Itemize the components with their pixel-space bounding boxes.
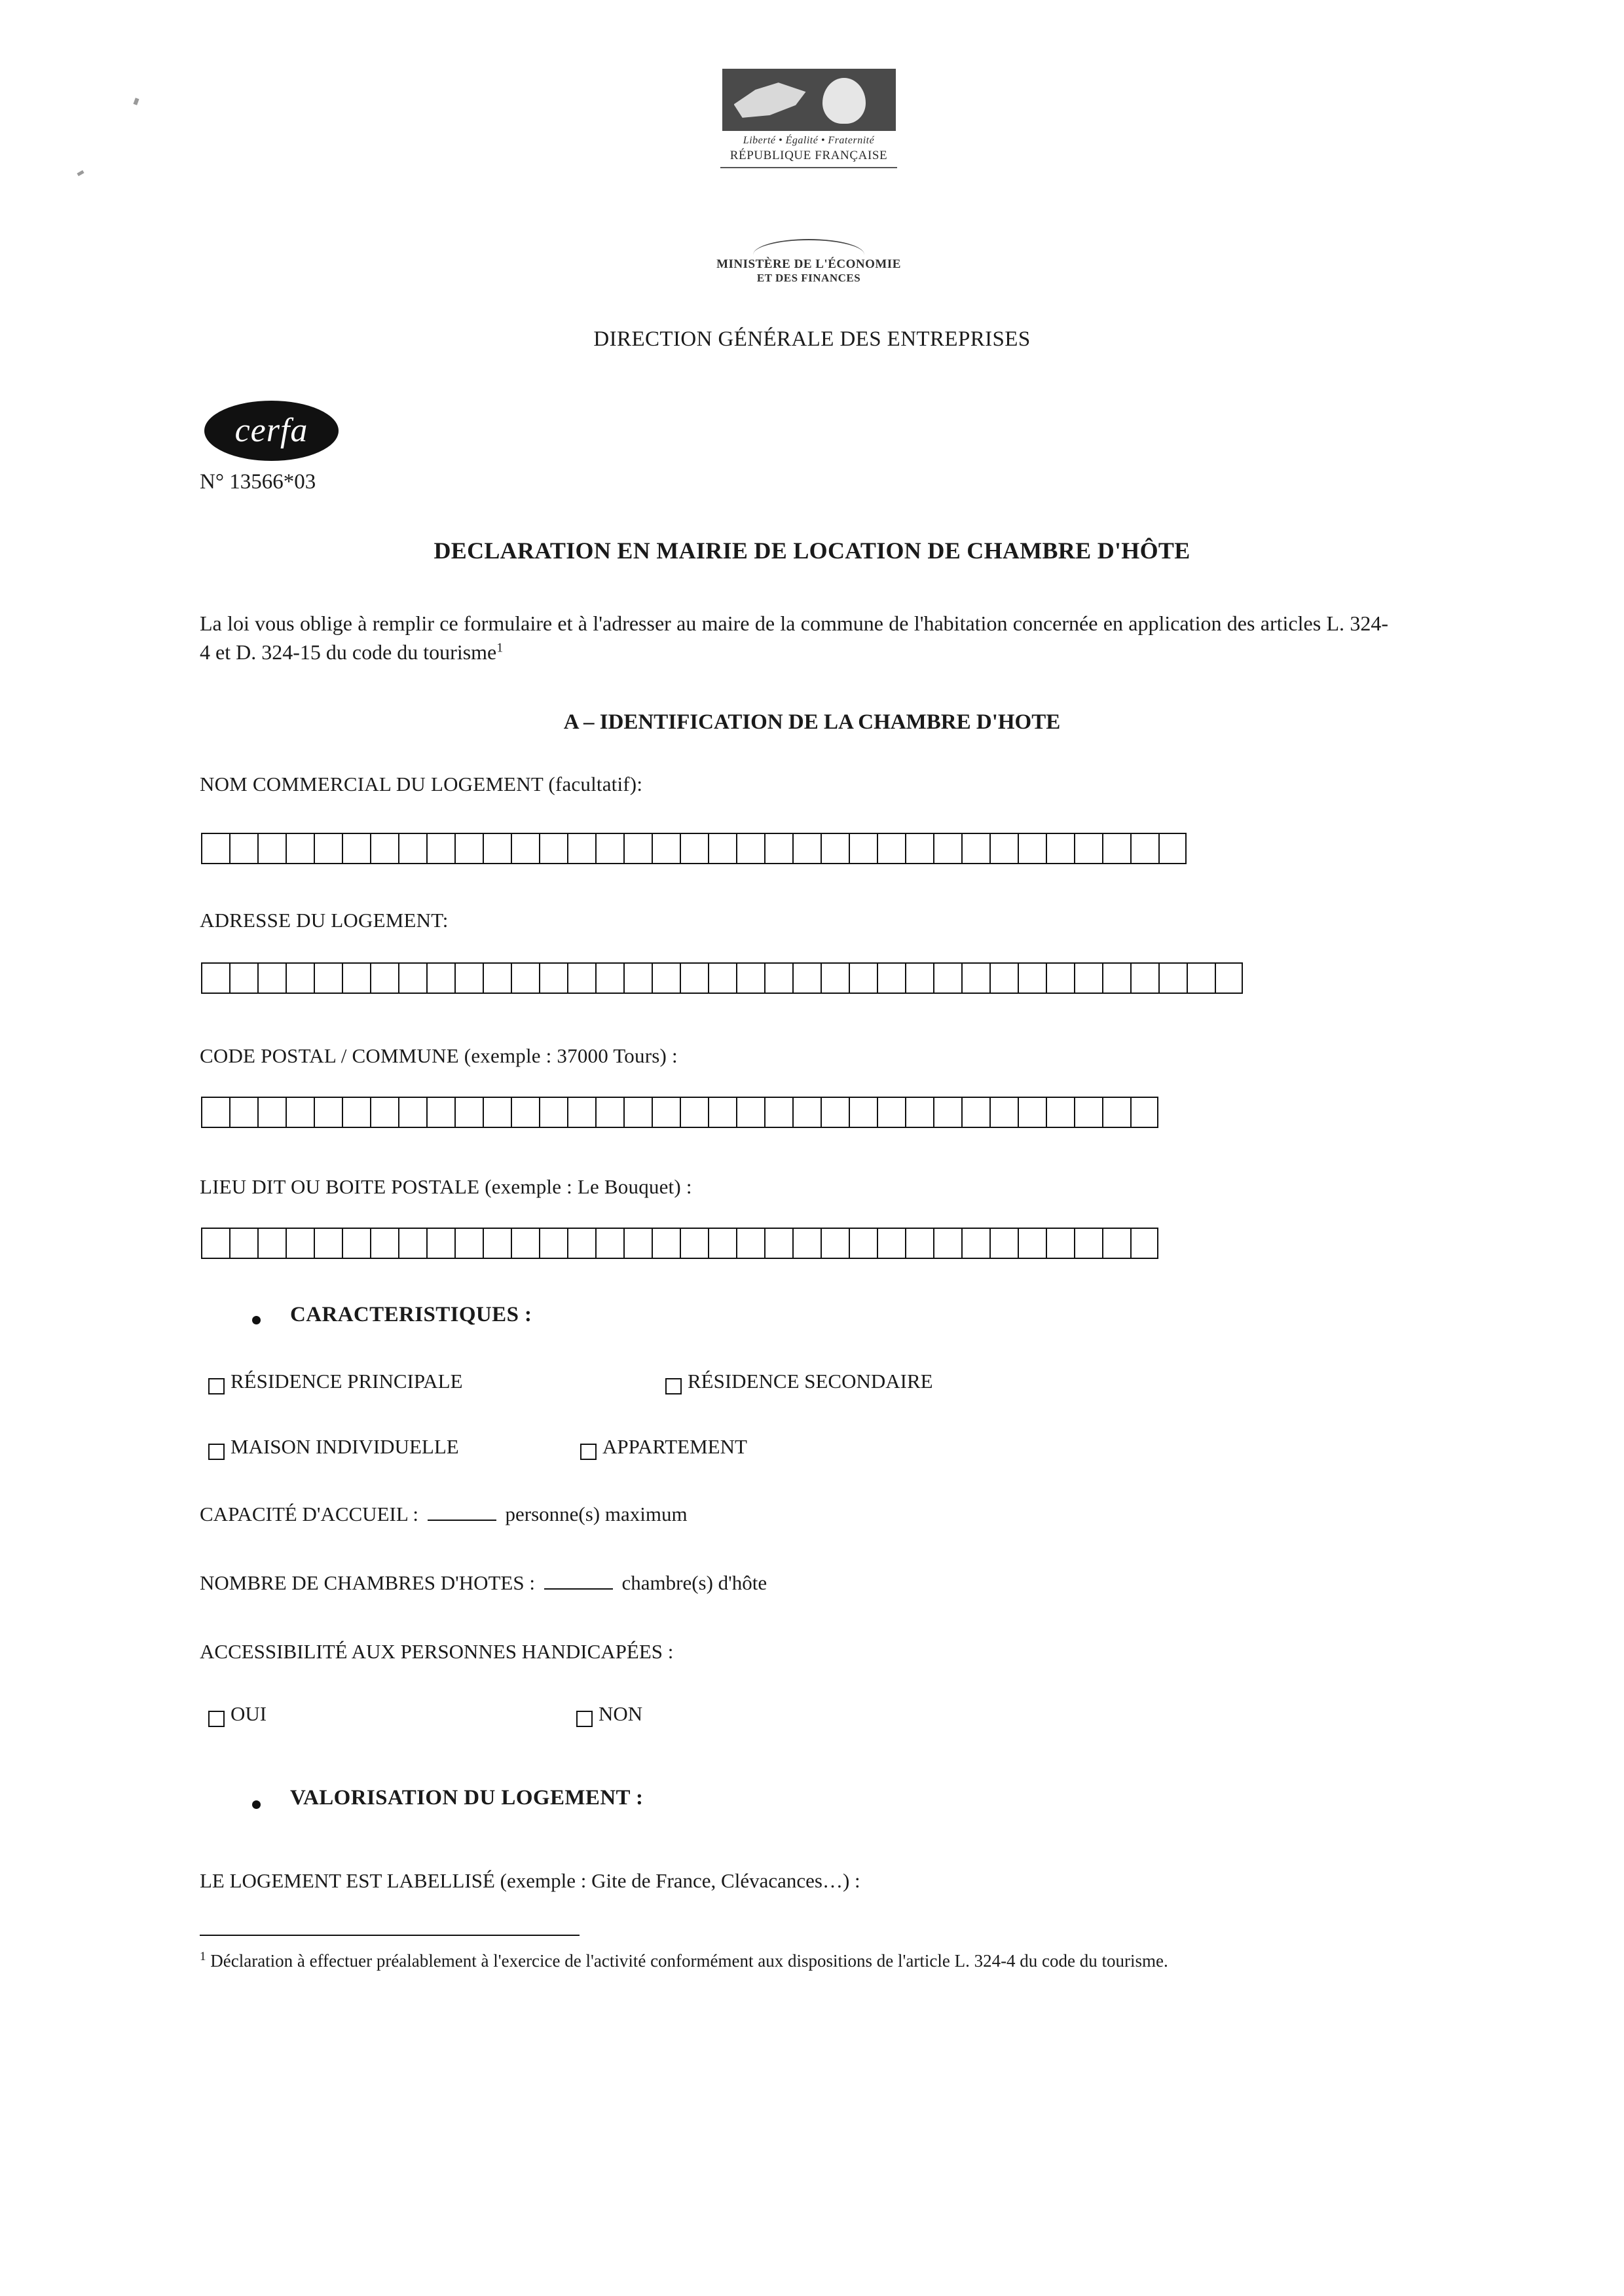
char-cell[interactable] bbox=[229, 962, 257, 994]
char-cell[interactable] bbox=[229, 1097, 257, 1128]
char-cell[interactable] bbox=[257, 1097, 286, 1128]
char-cell[interactable] bbox=[286, 1097, 314, 1128]
republic-label: RÉPUBLIQUE FRANÇAISE bbox=[729, 149, 888, 162]
char-cell[interactable] bbox=[652, 1228, 680, 1259]
line-nombre-chambres bbox=[200, 1571, 767, 1595]
char-cell[interactable] bbox=[1187, 962, 1215, 994]
char-cell[interactable] bbox=[370, 1097, 398, 1128]
char-cell[interactable] bbox=[286, 1228, 314, 1259]
char-cell[interactable] bbox=[877, 1097, 905, 1128]
label-adresse: ADRESSE DU LOGEMENT: bbox=[200, 909, 449, 932]
char-cell[interactable] bbox=[595, 833, 623, 864]
scan-artifact bbox=[133, 98, 139, 105]
input-lieu-dit[interactable] bbox=[201, 1228, 1158, 1259]
char-cell[interactable] bbox=[849, 833, 877, 864]
char-cell[interactable] bbox=[1102, 833, 1130, 864]
char-cell[interactable] bbox=[736, 962, 764, 994]
char-cell[interactable] bbox=[201, 962, 229, 994]
char-cell[interactable] bbox=[483, 962, 511, 994]
label-accessibilite-oui: OUI bbox=[231, 1702, 267, 1725]
intro-footnote-marker: 1 bbox=[496, 640, 504, 655]
char-cell[interactable] bbox=[821, 1228, 849, 1259]
scan-artifact bbox=[77, 170, 84, 176]
char-cell[interactable] bbox=[595, 1097, 623, 1128]
char-cell[interactable] bbox=[821, 1097, 849, 1128]
char-cell[interactable] bbox=[1074, 962, 1102, 994]
label-residence-principale: RÉSIDENCE PRINCIPALE bbox=[231, 1370, 463, 1393]
char-cell[interactable] bbox=[905, 1228, 933, 1259]
char-cell[interactable] bbox=[342, 1228, 370, 1259]
char-cell[interactable] bbox=[764, 833, 792, 864]
cerfa-logo: cerfa bbox=[204, 401, 339, 461]
char-cell[interactable] bbox=[1102, 962, 1130, 994]
label-capacite: CAPACITÉ D'ACCUEIL : bbox=[200, 1503, 418, 1525]
char-cell[interactable] bbox=[708, 962, 736, 994]
checkbox-maison-individuelle[interactable] bbox=[208, 1444, 225, 1460]
footnote-divider bbox=[200, 1935, 580, 1936]
char-cell[interactable] bbox=[1102, 1228, 1130, 1259]
emblem-motto: Liberté • Égalité • Fraternité bbox=[743, 135, 875, 146]
char-cell[interactable] bbox=[454, 1228, 483, 1259]
char-cell[interactable] bbox=[511, 962, 539, 994]
input-nom-commercial[interactable] bbox=[201, 833, 1187, 864]
char-cell[interactable] bbox=[764, 1097, 792, 1128]
suffix-capacite: personne(s) maximum bbox=[505, 1503, 688, 1525]
label-lieu-dit: LIEU DIT OU BOITE POSTALE (exemple : Le Bouquet) : bbox=[200, 1175, 692, 1198]
label-nom-commercial: NOM COMMERCIAL DU LOGEMENT (facultatif): bbox=[200, 773, 643, 795]
cerfa-number: N° 13566*03 bbox=[200, 470, 316, 494]
char-cell[interactable] bbox=[623, 962, 652, 994]
char-cell[interactable] bbox=[849, 1228, 877, 1259]
char-cell[interactable] bbox=[680, 1228, 708, 1259]
label-accessibilite: ACCESSIBILITÉ AUX PERSONNES HANDICAPÉES : bbox=[200, 1640, 674, 1663]
char-cell[interactable] bbox=[314, 833, 342, 864]
marianne-icon bbox=[722, 69, 896, 131]
footnote-marker: 1 bbox=[200, 1950, 206, 1963]
intro-text: La loi vous oblige à remplir ce formulaire et à l'adresser au maire de la commune de l'habitation concernée en application des articles L. 324-4 et D. 324-15 du code du tourisme bbox=[200, 611, 1388, 665]
heading-valorisation: VALORISATION DU LOGEMENT : bbox=[290, 1786, 644, 1810]
char-cell[interactable] bbox=[398, 1228, 426, 1259]
char-cell[interactable] bbox=[736, 1097, 764, 1128]
char-cell[interactable] bbox=[539, 1228, 567, 1259]
char-cell[interactable] bbox=[398, 1097, 426, 1128]
char-cell[interactable] bbox=[314, 1097, 342, 1128]
char-cell[interactable] bbox=[1046, 833, 1074, 864]
char-cell[interactable] bbox=[623, 1097, 652, 1128]
char-cell[interactable] bbox=[511, 1097, 539, 1128]
char-cell[interactable] bbox=[877, 1228, 905, 1259]
line-capacite bbox=[200, 1503, 688, 1526]
char-cell[interactable] bbox=[905, 833, 933, 864]
checkbox-accessibilite-non[interactable] bbox=[576, 1711, 593, 1727]
label-nombre-chambres: NOMBRE DE CHAMBRES D'HOTES : bbox=[200, 1571, 535, 1594]
char-cell[interactable] bbox=[1102, 1097, 1130, 1128]
char-cell[interactable] bbox=[1046, 1228, 1074, 1259]
char-cell[interactable] bbox=[989, 1228, 1018, 1259]
char-cell[interactable] bbox=[567, 962, 595, 994]
char-cell[interactable] bbox=[342, 962, 370, 994]
label-logement-labellise: LE LOGEMENT EST LABELLISÉ (exemple : Gite de France, Clévacances…) : bbox=[200, 1869, 860, 1892]
char-cell[interactable] bbox=[454, 833, 483, 864]
char-cell[interactable] bbox=[370, 962, 398, 994]
char-cell[interactable] bbox=[652, 1097, 680, 1128]
char-cell[interactable] bbox=[652, 833, 680, 864]
heading-caracteristiques: CARACTERISTIQUES : bbox=[290, 1303, 532, 1326]
char-cell[interactable] bbox=[286, 962, 314, 994]
char-cell[interactable] bbox=[1018, 1228, 1046, 1259]
char-cell[interactable] bbox=[933, 833, 961, 864]
char-cell[interactable] bbox=[595, 1228, 623, 1259]
checkbox-residence-principale[interactable] bbox=[208, 1378, 225, 1394]
char-cell[interactable] bbox=[426, 833, 454, 864]
char-cell[interactable] bbox=[961, 962, 989, 994]
char-cell[interactable] bbox=[849, 962, 877, 994]
char-cell[interactable] bbox=[792, 1228, 821, 1259]
char-cell[interactable] bbox=[454, 1097, 483, 1128]
char-cell[interactable] bbox=[201, 1097, 229, 1128]
char-cell[interactable] bbox=[764, 962, 792, 994]
char-cell[interactable] bbox=[1018, 962, 1046, 994]
input-adresse[interactable] bbox=[201, 962, 1243, 994]
char-cell[interactable] bbox=[1130, 962, 1158, 994]
char-cell[interactable] bbox=[483, 1228, 511, 1259]
char-cell[interactable] bbox=[539, 833, 567, 864]
char-cell[interactable] bbox=[342, 833, 370, 864]
label-accessibilite-non: NON bbox=[599, 1702, 643, 1725]
char-cell[interactable] bbox=[257, 833, 286, 864]
char-cell[interactable] bbox=[680, 1097, 708, 1128]
checkbox-residence-secondaire[interactable] bbox=[665, 1378, 682, 1394]
char-cell[interactable] bbox=[680, 833, 708, 864]
char-cell[interactable] bbox=[989, 1097, 1018, 1128]
char-cell[interactable] bbox=[792, 962, 821, 994]
char-cell[interactable] bbox=[1074, 1228, 1102, 1259]
bullet-icon bbox=[252, 1316, 261, 1324]
char-cell[interactable] bbox=[398, 833, 426, 864]
char-cell[interactable] bbox=[229, 833, 257, 864]
char-cell[interactable] bbox=[821, 962, 849, 994]
char-cell[interactable] bbox=[426, 1228, 454, 1259]
ministry-arc-icon bbox=[753, 239, 864, 255]
footnote bbox=[200, 1948, 1388, 1974]
footnote-text: Déclaration à effectuer préalablement à l'exercice de l'activité conformément aux dispositions de l'article L. 324-4 du code du tourisme. bbox=[206, 1951, 1168, 1971]
char-cell[interactable] bbox=[1046, 962, 1074, 994]
char-cell[interactable] bbox=[933, 962, 961, 994]
char-cell[interactable] bbox=[989, 962, 1018, 994]
char-cell[interactable] bbox=[201, 833, 229, 864]
char-cell[interactable] bbox=[792, 833, 821, 864]
char-cell[interactable] bbox=[1130, 1228, 1158, 1259]
input-capacite[interactable] bbox=[428, 1505, 496, 1521]
char-cell[interactable] bbox=[736, 1228, 764, 1259]
char-cell[interactable] bbox=[708, 1097, 736, 1128]
char-cell[interactable] bbox=[877, 833, 905, 864]
republic-emblem bbox=[710, 69, 907, 168]
char-cell[interactable] bbox=[905, 1097, 933, 1128]
char-cell[interactable] bbox=[314, 1228, 342, 1259]
char-cell[interactable] bbox=[314, 962, 342, 994]
checkbox-accessibilite-oui[interactable] bbox=[208, 1711, 225, 1727]
char-cell[interactable] bbox=[539, 1097, 567, 1128]
direction-heading: DIRECTION GÉNÉRALE DES ENTREPRISES bbox=[593, 327, 1031, 351]
char-cell[interactable] bbox=[229, 1228, 257, 1259]
char-cell[interactable] bbox=[1046, 1097, 1074, 1128]
ministry-line-2: ET DES FINANCES bbox=[756, 272, 861, 284]
emblem-divider bbox=[720, 167, 897, 168]
char-cell[interactable] bbox=[257, 962, 286, 994]
char-cell[interactable] bbox=[286, 833, 314, 864]
char-cell[interactable] bbox=[1130, 1097, 1158, 1128]
char-cell[interactable] bbox=[1074, 1097, 1102, 1128]
char-cell[interactable] bbox=[398, 962, 426, 994]
char-cell[interactable] bbox=[201, 1228, 229, 1259]
char-cell[interactable] bbox=[849, 1097, 877, 1128]
char-cell[interactable] bbox=[595, 962, 623, 994]
char-cell[interactable] bbox=[877, 962, 905, 994]
char-cell[interactable] bbox=[708, 833, 736, 864]
label-code-postal: CODE POSTAL / COMMUNE (exemple : 37000 Tours) : bbox=[200, 1044, 678, 1067]
page-title: DECLARATION EN MAIRIE DE LOCATION DE CHAMBRE D'HÔTE bbox=[434, 538, 1190, 564]
bullet-icon bbox=[252, 1800, 261, 1809]
input-code-postal[interactable] bbox=[201, 1097, 1158, 1128]
char-cell[interactable] bbox=[933, 1097, 961, 1128]
label-maison-individuelle: MAISON INDIVIDUELLE bbox=[231, 1435, 459, 1458]
label-appartement: APPARTEMENT bbox=[602, 1435, 747, 1458]
char-cell[interactable] bbox=[1130, 833, 1158, 864]
checkbox-appartement[interactable] bbox=[580, 1444, 597, 1460]
char-cell[interactable] bbox=[623, 1228, 652, 1259]
char-cell[interactable] bbox=[483, 1097, 511, 1128]
char-cell[interactable] bbox=[454, 962, 483, 994]
char-cell[interactable] bbox=[961, 1097, 989, 1128]
char-cell[interactable] bbox=[933, 1228, 961, 1259]
ministry-block bbox=[668, 239, 950, 285]
char-cell[interactable] bbox=[1018, 1097, 1046, 1128]
char-cell[interactable] bbox=[567, 833, 595, 864]
suffix-nombre-chambres: chambre(s) d'hôte bbox=[621, 1571, 767, 1594]
char-cell[interactable] bbox=[708, 1228, 736, 1259]
char-cell[interactable] bbox=[257, 1228, 286, 1259]
char-cell[interactable] bbox=[1215, 962, 1243, 994]
char-cell[interactable] bbox=[426, 962, 454, 994]
char-cell[interactable] bbox=[1158, 962, 1187, 994]
input-nombre-chambres[interactable] bbox=[544, 1574, 613, 1590]
char-cell[interactable] bbox=[736, 833, 764, 864]
char-cell[interactable] bbox=[961, 833, 989, 864]
char-cell[interactable] bbox=[483, 833, 511, 864]
char-cell[interactable] bbox=[1074, 833, 1102, 864]
char-cell[interactable] bbox=[1018, 833, 1046, 864]
char-cell[interactable] bbox=[567, 1097, 595, 1128]
char-cell[interactable] bbox=[764, 1228, 792, 1259]
char-cell[interactable] bbox=[623, 833, 652, 864]
char-cell[interactable] bbox=[652, 962, 680, 994]
char-cell[interactable] bbox=[989, 833, 1018, 864]
char-cell[interactable] bbox=[905, 962, 933, 994]
char-cell[interactable] bbox=[370, 1228, 398, 1259]
char-cell[interactable] bbox=[426, 1097, 454, 1128]
char-cell[interactable] bbox=[821, 833, 849, 864]
char-cell[interactable] bbox=[792, 1097, 821, 1128]
char-cell[interactable] bbox=[1158, 833, 1187, 864]
intro-paragraph bbox=[200, 609, 1388, 666]
char-cell[interactable] bbox=[567, 1228, 595, 1259]
label-residence-secondaire: RÉSIDENCE SECONDAIRE bbox=[688, 1370, 933, 1393]
char-cell[interactable] bbox=[539, 962, 567, 994]
char-cell[interactable] bbox=[370, 833, 398, 864]
char-cell[interactable] bbox=[342, 1097, 370, 1128]
ministry-line-1: MINISTÈRE DE L'ÉCONOMIE bbox=[716, 257, 901, 271]
char-cell[interactable] bbox=[680, 962, 708, 994]
char-cell[interactable] bbox=[511, 833, 539, 864]
char-cell[interactable] bbox=[511, 1228, 539, 1259]
section-a-title: A – IDENTIFICATION DE LA CHAMBRE D'HOTE bbox=[563, 710, 1061, 734]
char-cell[interactable] bbox=[961, 1228, 989, 1259]
